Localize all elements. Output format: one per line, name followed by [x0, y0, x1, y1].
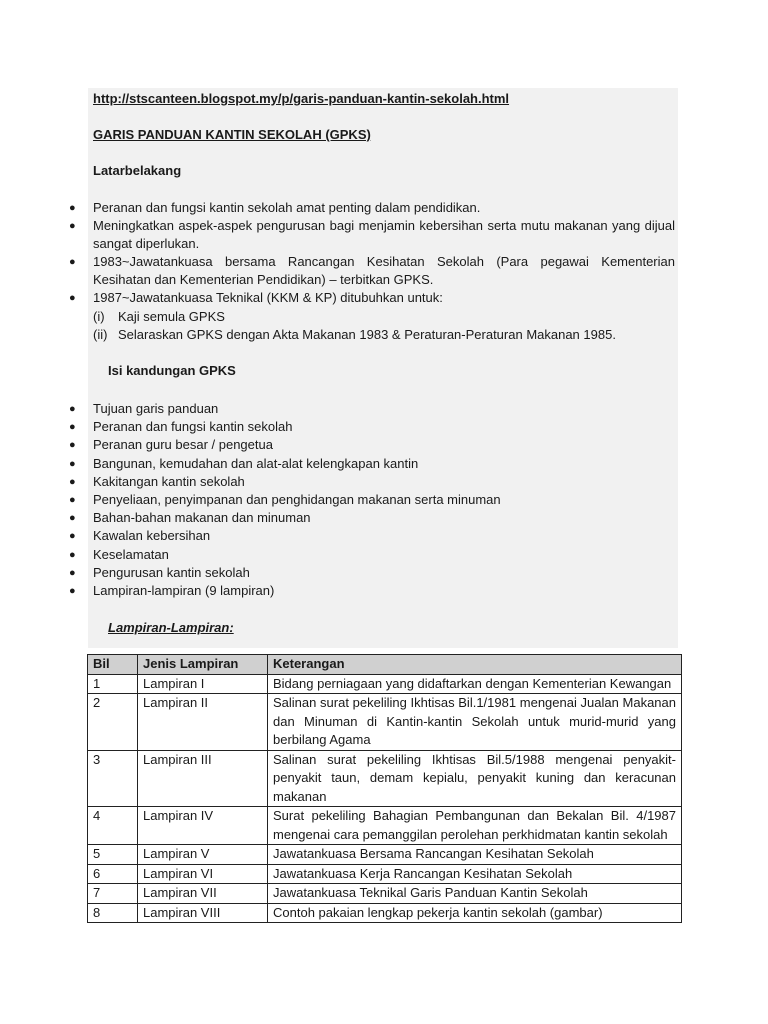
cell-bil: 8	[88, 903, 138, 923]
cell-jenis: Lampiran II	[138, 694, 268, 751]
cell-jenis: Lampiran V	[138, 845, 268, 865]
bullet-icon: ●	[69, 220, 76, 232]
sub-item: (i) Kaji semula GPKS	[93, 309, 225, 324]
bullet-icon: ●	[69, 548, 76, 561]
cell-bil: 3	[88, 750, 138, 807]
cell-keterangan: Surat pekeliling Bahagian Pembangunan dan Bekalan Bil. 4/1987 mengenai cara pemanggilan perolehan perkhidmatan kantin sekolah	[268, 807, 682, 845]
table-row	[88, 903, 682, 923]
document-title: GARIS PANDUAN KANTIN SEKOLAH (GPKS)	[93, 127, 371, 142]
table-row	[88, 845, 682, 865]
lampiran-heading: Lampiran-Lampiran:	[108, 620, 234, 635]
table-row	[88, 807, 682, 845]
cell-keterangan: Bidang perniagaan yang didaftarkan dengan Kementerian Kewangan	[268, 674, 682, 694]
list-item: ● 1987~Jawatankuasa Teknikal (KKM & KP) ditubuhkan untuk:	[69, 290, 443, 305]
cell-jenis: Lampiran VII	[138, 884, 268, 904]
isi-kandungan-heading: Isi kandungan GPKS	[108, 363, 236, 378]
cell-bil: 4	[88, 807, 138, 845]
bullet-icon: ●	[69, 530, 76, 543]
bullet-icon: ●	[69, 494, 76, 507]
bullet-icon: ●	[69, 566, 76, 579]
bullet-icon: ●	[69, 403, 76, 415]
bullet-icon: ●	[69, 475, 76, 488]
table-row	[88, 884, 682, 904]
cell-keterangan: Jawatankuasa Bersama Rancangan Kesihatan Sekolah	[268, 845, 682, 865]
table-row	[88, 674, 682, 694]
list-item: ● Bangunan, kemudahan dan alat-alat kelengkapan kantin	[93, 455, 675, 473]
list-item: ● Peranan guru besar / pengetua	[93, 436, 675, 454]
source-url-link[interactable]: http://stscanteen.blogspot.my/p/garis-panduan-kantin-sekolah.html	[93, 91, 510, 106]
latarbelakang-list	[69, 199, 675, 307]
cell-bil: 5	[88, 845, 138, 865]
list-item: ● Meningkatkan aspek-aspek pengurusan bagi menjamin kebersihan serta mutu makanan yang dijual sangat diperlukan.	[69, 218, 675, 251]
column-header-bil: Bil	[88, 655, 138, 675]
list-item: ● 1983~Jawatankuasa bersama Rancangan Kesihatan Sekolah (Para pegawai Kementerian Kesihatan dan Kementerian Pendidikan) – terbitkan GPKS.	[69, 254, 675, 287]
cell-keterangan: Salinan surat pekeliling Ikhtisas Bil.5/1988 mengenai penyakit-penyakit taun, demam kepialu, penyakit kuning dan keracunan makanan	[268, 750, 682, 807]
list-item: ● Kawalan kebersihan	[93, 527, 675, 545]
bullet-icon: ●	[69, 512, 76, 525]
bullet-icon: ●	[69, 439, 76, 452]
cell-keterangan: Jawatankuasa Teknikal Garis Panduan Kantin Sekolah	[268, 884, 682, 904]
table-row	[88, 864, 682, 884]
cell-jenis: Lampiran VI	[138, 864, 268, 884]
cell-keterangan: Salinan surat pekeliling Ikhtisas Bil.1/1981 mengenai Jualan Makanan dan Minuman di Kantin-kantin Sekolah untuk murid-murid yang berbilang Agama	[268, 694, 682, 751]
bullet-icon: ●	[69, 585, 76, 598]
cell-jenis: Lampiran I	[138, 674, 268, 694]
list-item: ● Bahan-bahan makanan dan minuman	[93, 509, 675, 527]
cell-bil: 6	[88, 864, 138, 884]
column-header-jenis: Jenis Lampiran	[138, 655, 268, 675]
list-item: ● Keselamatan	[93, 546, 675, 564]
list-item: ● Penyeliaan, penyimpanan dan penghidangan makanan serta minuman	[93, 491, 675, 509]
list-item: ● Kakitangan kantin sekolah	[93, 473, 675, 491]
bullet-icon: ●	[69, 256, 76, 268]
cell-bil: 2	[88, 694, 138, 751]
cell-keterangan: Jawatankuasa Kerja Rancangan Kesihatan Sekolah	[268, 864, 682, 884]
cell-bil: 7	[88, 884, 138, 904]
list-item: ● Tujuan garis panduan	[93, 400, 675, 418]
list-item: ● Peranan dan fungsi kantin sekolah amat penting dalam pendidikan.	[69, 200, 481, 215]
table-row	[88, 750, 682, 807]
table-row	[88, 694, 682, 751]
table-header-row	[88, 655, 682, 675]
cell-jenis: Lampiran VIII	[138, 903, 268, 923]
sub-item: (ii) Selaraskan GPKS dengan Akta Makanan 1983 & Peraturan-Peraturan Makanan 1985.	[93, 327, 616, 342]
lampiran-table	[87, 654, 682, 923]
column-header-keterangan: Keterangan	[268, 655, 682, 675]
cell-jenis: Lampiran III	[138, 750, 268, 807]
bullet-icon: ●	[69, 202, 76, 214]
list-item: ● Lampiran-lampiran (9 lampiran)	[93, 582, 675, 600]
bullet-icon: ●	[69, 421, 76, 434]
cell-keterangan: Contoh pakaian lengkap pekerja kantin sekolah (gambar)	[268, 903, 682, 923]
bullet-icon: ●	[69, 292, 76, 304]
cell-bil: 1	[88, 674, 138, 694]
isi-kandungan-list	[69, 400, 675, 600]
latarbelakang-heading: Latarbelakang	[93, 163, 182, 178]
list-item: ● Pengurusan kantin sekolah	[93, 564, 675, 582]
bullet-icon: ●	[69, 457, 76, 470]
list-item: ● Peranan dan fungsi kantin sekolah	[93, 418, 675, 436]
cell-jenis: Lampiran IV	[138, 807, 268, 845]
